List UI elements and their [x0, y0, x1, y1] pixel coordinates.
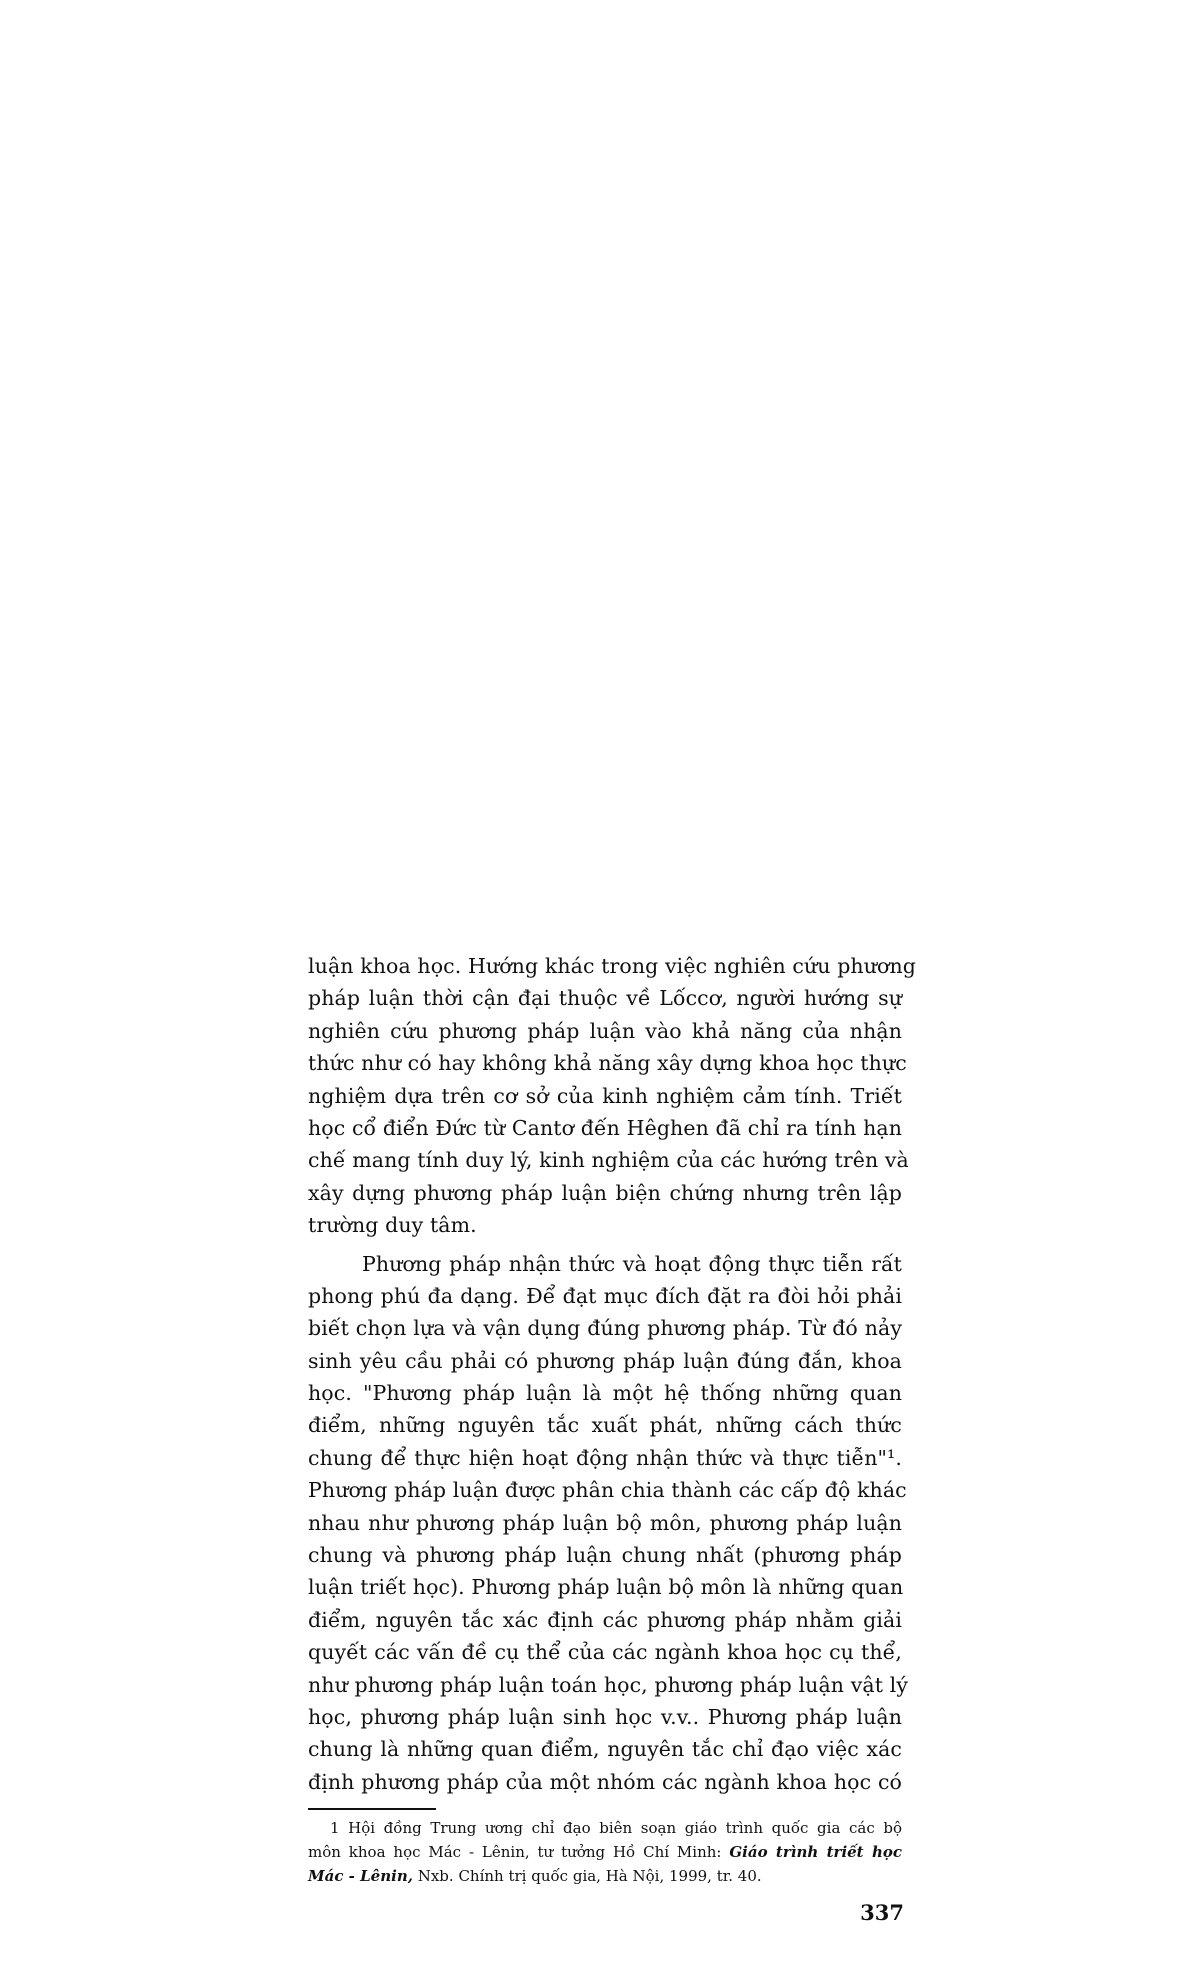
footnote-book-title: Giáo trình triết học [729, 1843, 902, 1861]
text-line: học, phương pháp luận sinh học v.v.. Phương pháp luận [308, 1704, 902, 1729]
text-line: xây dựng phương pháp luận biện chứng nhưng trên lập [308, 1180, 902, 1205]
text-line: quyết các vấn đề cụ thể của các ngành khoa học cụ thể, [308, 1640, 902, 1665]
text-line: chế mang tính duy lý, kinh nghiệm của các hướng trên và [308, 1148, 909, 1173]
text-line: sinh yêu cầu phải có phương pháp luận đúng đắn, khoa [308, 1348, 902, 1373]
text-line: chung để thực hiện hoạt động nhận thức và thực tiễn"¹. [308, 1445, 902, 1470]
text-line: luận khoa học. Hướng khác trong việc nghiên cứu phương [308, 954, 916, 978]
footnote-text: môn khoa học Mác - Lênin, tư tưởng Hồ Chí Minh: [308, 1843, 730, 1861]
footnote-book-title: Mác - Lênin, [308, 1867, 413, 1885]
text-line: điểm, những nguyên tắc xuất phát, những cách thức [308, 1413, 902, 1438]
text-line: Phương pháp luận được phân chia thành các cấp độ khác [308, 1478, 907, 1503]
text-line: chung và phương pháp luận chung nhất (phương pháp [308, 1543, 902, 1568]
text-line: pháp luận thời cận đại thuộc về Lốccơ, người hướng sự [308, 986, 902, 1011]
footnote-text: Nxb. Chính trị quốc gia, Hà Nội, 1999, tr. 40. [412, 1867, 762, 1885]
text-line: Phương pháp nhận thức và hoạt động thực tiễn rất [362, 1251, 902, 1276]
text-line: luận triết học). Phương pháp luận bộ môn là những quan [308, 1575, 904, 1600]
footnote-line [308, 1840, 902, 1864]
text-line: nghiệm dựa trên cơ sở của kinh nghiệm cảm tính. Triết [308, 1083, 902, 1108]
text-line: như phương pháp luận toán học, phương pháp luận vật lý [308, 1672, 908, 1697]
paragraph-1 [308, 950, 916, 1242]
paragraph-2 [308, 1248, 908, 1799]
text-line: học. "Phương pháp luận là một hệ thống những quan [308, 1381, 902, 1406]
text-line: học cổ điển Đức từ Cantơ đến Hêghen đã chỉ ra tính hạn [308, 1115, 902, 1140]
text-line: nhau như phương pháp luận bộ môn, phương pháp luận [308, 1510, 902, 1535]
text-line: định phương pháp của một nhóm các ngành khoa học có [308, 1769, 902, 1794]
text-line: thức như có hay không khả năng xây dựng khoa học thực [308, 1051, 907, 1076]
text-line: biết chọn lựa và vận dụng đúng phương pháp. Từ đó nảy [308, 1316, 902, 1341]
footnote-divider [308, 1808, 436, 1810]
text-line: nghiên cứu phương pháp luận vào khả năng của nhận [308, 1018, 902, 1043]
text-line: trường duy tâm. [308, 1213, 477, 1238]
footnote-line [308, 1864, 902, 1888]
text-line: phong phú đa dạng. Để đạt mục đích đặt ra đòi hỏi phải [308, 1283, 902, 1308]
text-line: chung là những quan điểm, nguyên tắc chỉ đạo việc xác [308, 1737, 902, 1762]
text-line: điểm, nguyên tắc xác định các phương pháp nhằm giải [308, 1607, 902, 1632]
page-number: 337 [860, 1900, 904, 1925]
footnote-line: 1 Hội đồng Trung ương chỉ đạo biên soạn giáo trình quốc gia các bộ [330, 1819, 902, 1837]
body-text [308, 950, 916, 1798]
footnote [308, 1816, 902, 1888]
